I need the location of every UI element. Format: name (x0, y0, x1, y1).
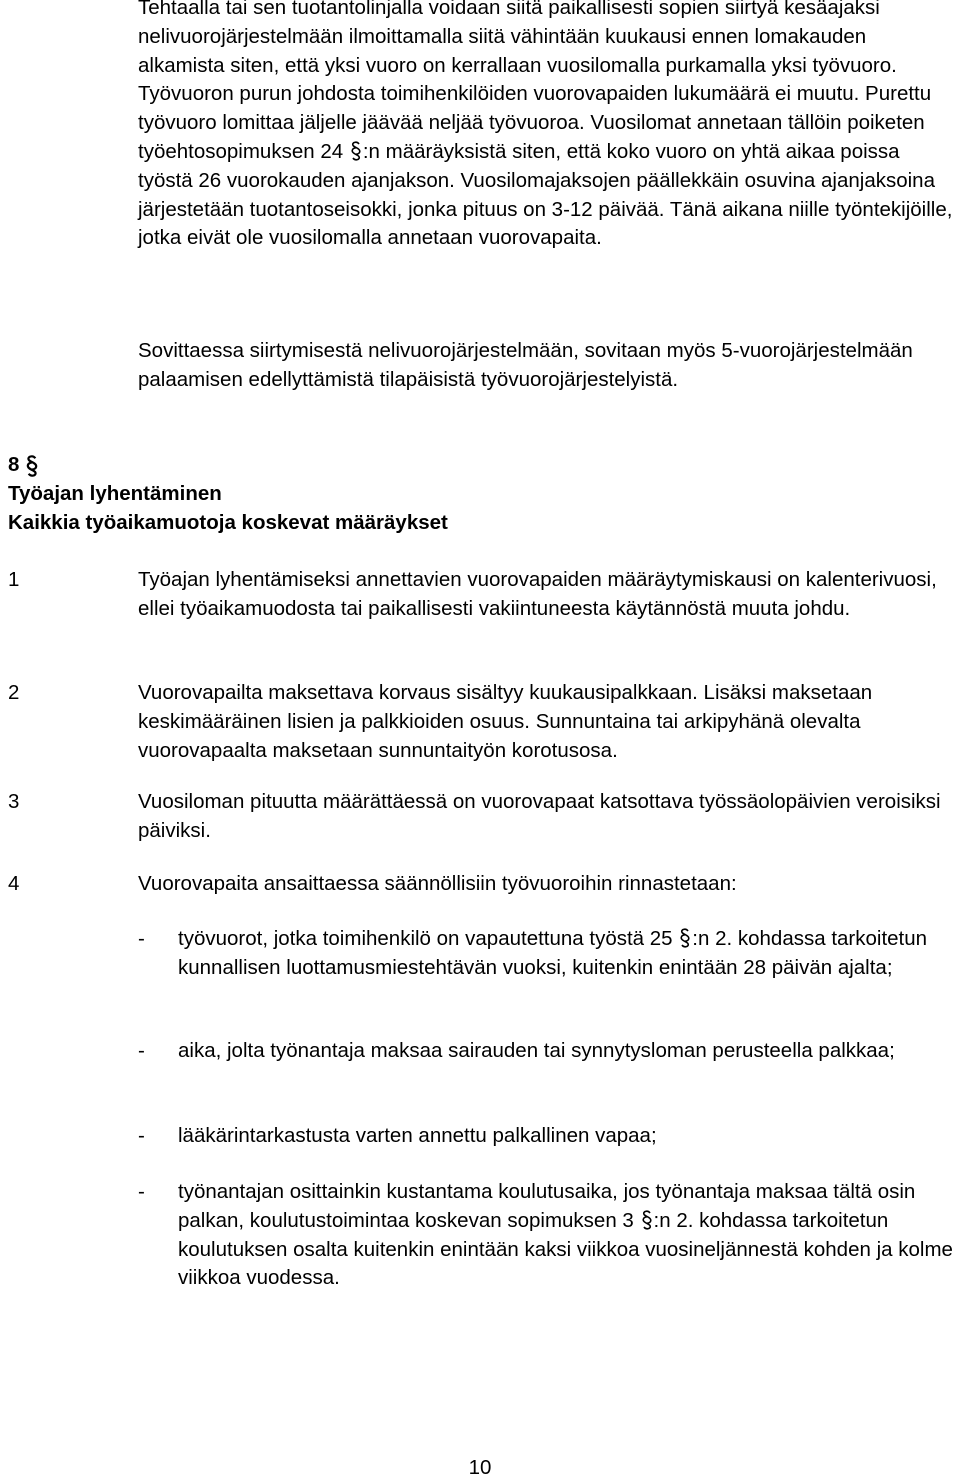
dash-marker: - (138, 1039, 145, 1062)
section-title: Työajan lyhentäminen (8, 482, 222, 505)
paragraph-text-cont: :n määräyksistä siten, että koko vuoro on yhtä aikaa poissa työstä 26 vuorokauden ajanjakson. Vuosilomajaksojen päällekkäin osuvina ajanjaksoina järjestetään tuotantoseisokki, jonka pituus on 3-12 päivää. Tänä aikana niille työntekijöille, jotka eivät ole vuosilomalla annetaan vuorovapaita. (138, 139, 953, 250)
dash-item-text: työvuorot, jotka toimihenkilö on vapautettuna työstä 25 (178, 927, 673, 950)
paragraph-text: Sovittaessa siirtymisestä nelivuorojärjestelmään, sovitaan myös 5-vuorojärjestelmään palaamisen edellyttämistä tilapäisistä työvuorojärjestelyistä. (138, 339, 913, 391)
item-text: Vuorovapailta maksettava korvaus sisältyy kuukausipalkkaan. Lisäksi maksetaan keskimääräinen lisien ja palkkioiden osuus. Sunnuntaina tai arkipyhänä olevalta vuorovapaalta maksetaan sunnuntaityön korotusosa. (138, 681, 873, 762)
item-text: Työajan lyhentämiseksi annettavien vuorovapaiden määräytymiskausi on kalenterivuosi, ellei työaikamuodosta tai paikallisesti vakiintuneesta käytännöstä muuta johdu. (138, 568, 937, 620)
paragraph-siirtyminen (138, 337, 956, 395)
item-number: 1 (8, 568, 20, 591)
item-text: Vuosiloman pituutta määrättäessä on vuorovapaat katsottava työssäolopäivien veroisiksi päiviksi. (138, 790, 941, 842)
paragraph-text: Tehtaalla tai sen tuotantolinjalla voidaan siitä paikallisesti sopien siirtyä kesäajaksi nelivuorojärjestelmään ilmoittamalla siitä vähintään kuukausi ennen lomakauden alkamista siten, että yksi vuoro on kerrallaan vuosilomalla purkamalla yksi työvuoro. Työvuoron purun johdosta toimihenkilöiden vuorovapaiden lukumäärä ei muutu. Purettu työvuoro lomittaa jäljelle jäävää neljää työvuoroa. Vuosilomat annetaan tällöin poiketen työehtosopimuksen 24 (138, 0, 932, 163)
dash-item-text: lääkärintarkastusta varten annettu palkallinen vapaa; (178, 1124, 657, 1147)
item-number: 2 (8, 681, 20, 704)
dash-marker: - (138, 1124, 145, 1147)
item-text: Vuorovapaita ansaittaessa säännöllisiin työvuoroihin rinnastetaan: (138, 872, 737, 895)
section-heading (8, 450, 448, 537)
dash-marker: - (138, 927, 145, 950)
section-sign-icon (641, 1210, 653, 1230)
dash-item-text: työnantajan osittainkin kustantama koulutusaika, jos työnantaja maksaa tältä osin palkan, koulutustoimintaa koskevan sopimuksen 3 (178, 1180, 916, 1232)
section-sign-icon (25, 455, 39, 475)
item-number: 3 (8, 790, 20, 813)
dash-item-text-cont: :n 2. kohdassa tarkoitetun koulutuksen osalta kuitenkin enintään kaksi viikkoa vuosineljännestä kohden ja kolme viikkoa vuodessa. (178, 1208, 953, 1290)
dash-item-text-cont: :n 2. kohdassa tarkoitetun kunnallisen luottamusmiestehtävän vuoksi, kuitenkin enintään 28 päivän ajalta; (178, 927, 928, 979)
dash-item-text: aika, jolta työnantaja maksaa sairauden tai synnytysloman perusteella palkkaa; (178, 1039, 895, 1062)
paragraph-nelivuoro (138, 0, 956, 253)
section-sign-icon (350, 141, 362, 161)
item-number: 4 (8, 872, 20, 895)
dash-marker: - (138, 1180, 145, 1203)
section-sign-icon (679, 928, 691, 948)
section-subtitle: Kaikkia työaikamuotoja koskevat määräykset (8, 511, 448, 534)
section-number: 8 (8, 453, 20, 476)
page-number: 10 (468, 1456, 492, 1479)
